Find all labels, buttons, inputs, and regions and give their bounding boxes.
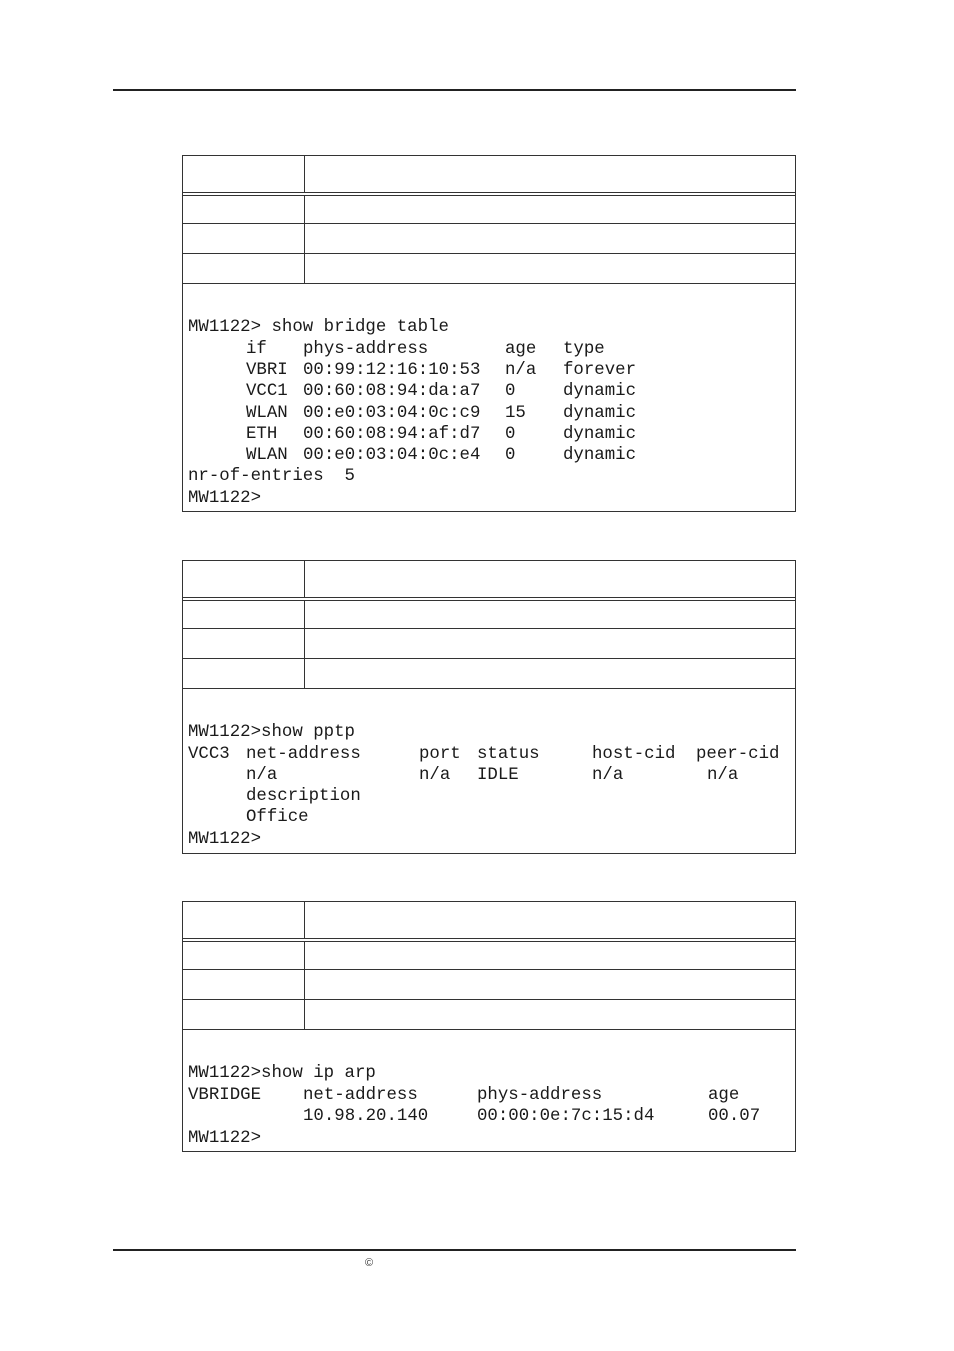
bridge-row-age: 0 xyxy=(505,382,516,401)
table-row xyxy=(183,224,795,254)
bridge-row-age: 15 xyxy=(505,404,526,423)
bridge-row-type: dynamic xyxy=(563,446,637,465)
command-line: MW1122>show ip arp xyxy=(188,1064,376,1083)
table-row xyxy=(183,1000,795,1030)
command-table-bridge xyxy=(182,155,796,512)
table-row xyxy=(183,659,795,689)
column-header-peer-cid: peer-cid xyxy=(696,745,780,764)
bridge-row-if: VBRI xyxy=(246,361,288,380)
interface-name: VBRIDGE xyxy=(188,1086,262,1105)
table-cell xyxy=(183,629,305,658)
column-header-net-address: net-address xyxy=(246,745,361,764)
table-cell xyxy=(183,659,305,688)
bridge-row-type: dynamic xyxy=(563,382,637,401)
entries-count: nr-of-entries 5 xyxy=(188,467,355,486)
command-table-pptp xyxy=(182,560,796,854)
interface-name: VCC3 xyxy=(188,745,230,764)
pptp-net-address: n/a xyxy=(246,766,278,785)
column-header-type: type xyxy=(563,340,605,359)
table-row xyxy=(183,601,795,629)
prompt-end: MW1122> xyxy=(188,1129,262,1148)
bridge-row-phys: 00:60:08:94:af:d7 xyxy=(303,425,481,444)
column-header-phys-address: phys-address xyxy=(303,340,429,359)
table-cell xyxy=(305,629,795,658)
bridge-row-if: WLAN xyxy=(246,404,288,423)
bridge-row-type: dynamic xyxy=(563,425,637,444)
table-row xyxy=(183,254,795,284)
bridge-row-age: 0 xyxy=(505,425,516,444)
table-cell xyxy=(305,254,795,283)
arp-phys-address: 00:00:0e:7c:15:d4 xyxy=(477,1107,655,1126)
column-header-status: status xyxy=(477,745,540,764)
table-cell xyxy=(183,224,305,253)
table-row xyxy=(183,629,795,659)
table-cell xyxy=(305,942,795,969)
table-cell xyxy=(183,1000,305,1029)
table-cell xyxy=(305,224,795,253)
pptp-host-cid: n/a xyxy=(592,766,624,785)
table-cell xyxy=(305,1000,795,1029)
header-cell-left xyxy=(183,902,305,938)
table-cell xyxy=(305,970,795,999)
code-example-arp xyxy=(183,1030,795,1151)
bridge-row-type: forever xyxy=(563,361,637,380)
bridge-row-type: dynamic xyxy=(563,404,637,423)
table-cell xyxy=(183,970,305,999)
header-cell-left xyxy=(183,156,305,192)
footer-rule xyxy=(113,1249,796,1251)
header-rule xyxy=(113,89,796,91)
bridge-row-if: VCC1 xyxy=(246,382,288,401)
arp-net-address: 10.98.20.140 xyxy=(303,1107,429,1126)
table-header-row xyxy=(183,561,795,601)
bridge-row-phys: 00:99:12:16:10:53 xyxy=(303,361,481,380)
column-header-age: age xyxy=(708,1086,740,1105)
bridge-row-if: ETH xyxy=(246,425,278,444)
bridge-row-age: n/a xyxy=(505,361,537,380)
table-cell xyxy=(305,659,795,688)
table-header-row xyxy=(183,156,795,196)
bridge-row-phys: 00:60:08:94:da:a7 xyxy=(303,382,481,401)
bridge-row-age: 0 xyxy=(505,446,516,465)
header-cell-right xyxy=(305,561,795,597)
table-cell xyxy=(305,196,795,223)
column-header-net-address: net-address xyxy=(303,1086,418,1105)
pptp-status: IDLE xyxy=(477,766,519,785)
table-cell xyxy=(183,196,305,223)
prompt-end: MW1122> xyxy=(188,489,262,508)
description-value: Office xyxy=(246,808,309,827)
table-row xyxy=(183,970,795,1000)
table-cell xyxy=(183,254,305,283)
column-header-phys-address: phys-address xyxy=(477,1086,603,1105)
column-header-if: if xyxy=(246,340,267,359)
prompt-end: MW1122> xyxy=(188,830,262,849)
table-header-row xyxy=(183,902,795,942)
command-line: MW1122> show bridge table xyxy=(188,318,449,337)
column-header-host-cid: host-cid xyxy=(592,745,676,764)
description-label: description xyxy=(246,787,361,806)
pptp-peer-cid: n/a xyxy=(707,766,739,785)
header-cell-right xyxy=(305,902,795,938)
column-header-port: port xyxy=(419,745,461,764)
code-example-bridge xyxy=(183,284,795,511)
table-cell xyxy=(183,601,305,628)
table-row xyxy=(183,942,795,970)
table-row xyxy=(183,196,795,224)
copyright-symbol: © xyxy=(365,1257,374,1269)
header-cell-right xyxy=(305,156,795,192)
command-table-arp xyxy=(182,901,796,1152)
code-example-pptp xyxy=(183,689,795,853)
header-cell-left xyxy=(183,561,305,597)
bridge-row-phys: 00:e0:03:04:0c:c9 xyxy=(303,404,481,423)
bridge-row-phys: 00:e0:03:04:0c:e4 xyxy=(303,446,481,465)
bridge-row-if: WLAN xyxy=(246,446,288,465)
pptp-port: n/a xyxy=(419,766,451,785)
table-cell xyxy=(305,601,795,628)
arp-age: 00.07 xyxy=(708,1107,761,1126)
table-cell xyxy=(183,942,305,969)
command-line: MW1122>show pptp xyxy=(188,723,355,742)
column-header-age: age xyxy=(505,340,537,359)
